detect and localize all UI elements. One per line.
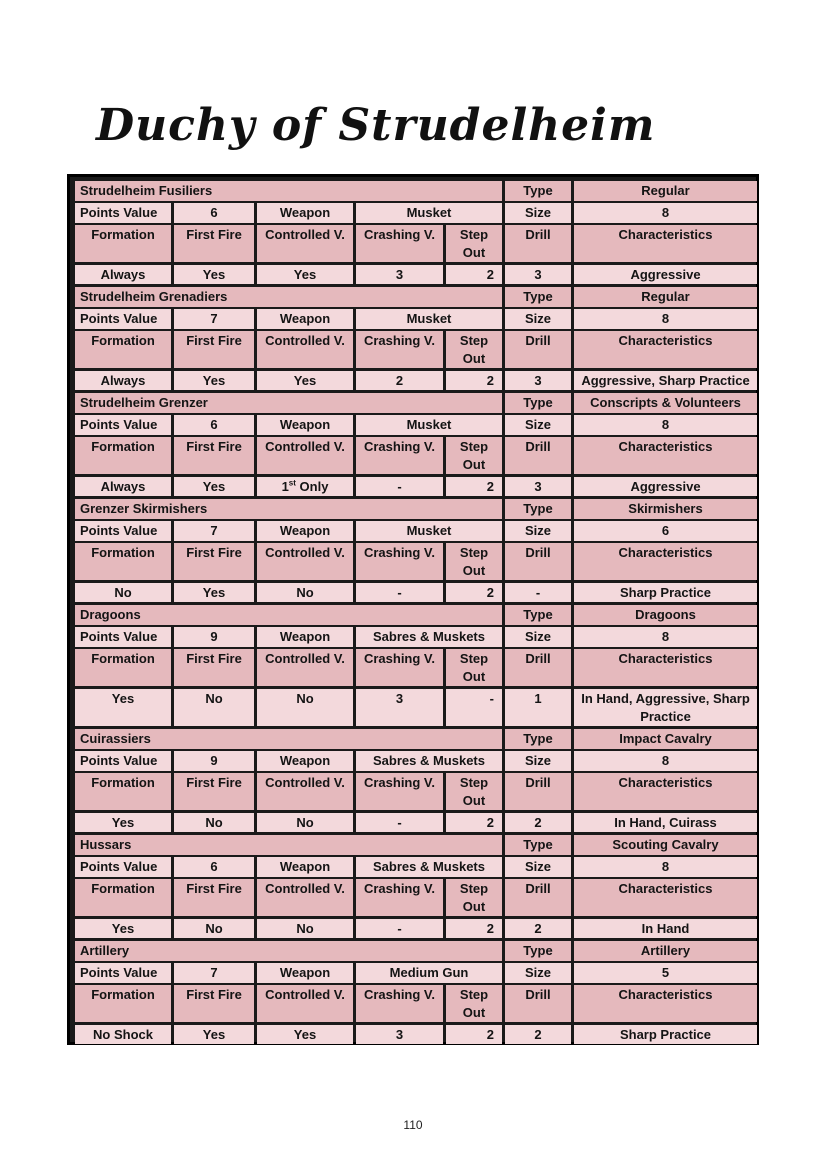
controlled-volley-ordinal: st	[288, 478, 296, 488]
crashing-volley-value: 3	[356, 689, 443, 726]
characteristics-label: Characteristics	[574, 649, 757, 686]
step-out-label: Step Out	[446, 437, 502, 474]
step-out-label: Step Out	[446, 331, 502, 368]
first-fire-value: No	[174, 813, 254, 832]
step-out-label: Step Out	[446, 543, 502, 580]
step-out-value: 2	[446, 583, 502, 602]
first-fire-value: Yes	[174, 265, 254, 284]
first-fire-label: First Fire	[174, 879, 254, 916]
first-fire-label: First Fire	[174, 437, 254, 474]
points-value: 9	[174, 751, 254, 771]
crashing-volley-label: Crashing V.	[356, 649, 443, 686]
first-fire-value: Yes	[174, 477, 254, 496]
drill-label: Drill	[505, 543, 571, 580]
formation-label: Formation	[75, 879, 171, 916]
unit-name: Artillery	[75, 941, 502, 961]
controlled-volley-label: Controlled V.	[257, 985, 353, 1022]
points-value: 7	[174, 309, 254, 329]
weapon-label: Weapon	[257, 203, 353, 223]
controlled-volley-value: No	[257, 813, 353, 832]
size-value: 5	[574, 963, 757, 983]
formation-label: Formation	[75, 437, 171, 474]
formation-label: Formation	[75, 985, 171, 1022]
points-value-label: Points Value	[75, 857, 171, 877]
unit-block	[75, 941, 757, 1044]
type-label: Type	[505, 181, 571, 201]
step-out-label: Step Out	[446, 879, 502, 916]
first-fire-value: Yes	[174, 1025, 254, 1044]
unit-type: Skirmishers	[574, 499, 757, 519]
points-value-label: Points Value	[75, 627, 171, 647]
size-value: 8	[574, 627, 757, 647]
drill-value: 3	[505, 265, 571, 284]
formation-label: Formation	[75, 649, 171, 686]
page-number: 110	[403, 1118, 423, 1132]
drill-label: Drill	[505, 437, 571, 474]
size-label: Size	[505, 963, 571, 983]
characteristics-value: In Hand	[574, 919, 757, 938]
size-value: 8	[574, 415, 757, 435]
step-out-label: Step Out	[446, 649, 502, 686]
unit-type: Dragoons	[574, 605, 757, 625]
size-label: Size	[505, 415, 571, 435]
controlled-volley-value: No	[257, 919, 353, 938]
formation-value: No Shock	[75, 1025, 171, 1044]
type-label: Type	[505, 499, 571, 519]
characteristics-value: Sharp Practice	[574, 1025, 757, 1044]
points-value: 9	[174, 627, 254, 647]
crashing-volley-value: 3	[356, 1025, 443, 1044]
characteristics-value: Sharp Practice	[574, 583, 757, 602]
unit-name: Dragoons	[75, 605, 502, 625]
characteristics-label: Characteristics	[574, 437, 757, 474]
unit-stats-table	[67, 174, 759, 1045]
controlled-volley-value: Yes	[257, 371, 353, 390]
characteristics-value: In Hand, Aggressive, Sharp Practice	[574, 689, 757, 726]
formation-label: Formation	[75, 331, 171, 368]
controlled-volley-label: Controlled V.	[257, 879, 353, 916]
drill-value: -	[505, 583, 571, 602]
points-value-label: Points Value	[75, 309, 171, 329]
unit-type: Scouting Cavalry	[574, 835, 757, 855]
drill-value: 2	[505, 919, 571, 938]
size-label: Size	[505, 751, 571, 771]
crashing-volley-label: Crashing V.	[356, 331, 443, 368]
points-value: 7	[174, 963, 254, 983]
drill-label: Drill	[505, 985, 571, 1022]
formation-value: Yes	[75, 689, 171, 726]
size-value: 8	[574, 751, 757, 771]
crashing-volley-value: -	[356, 813, 443, 832]
crashing-volley-label: Crashing V.	[356, 437, 443, 474]
step-out-value: -	[446, 689, 502, 726]
step-out-label: Step Out	[446, 773, 502, 810]
unit-name: Grenzer Skirmishers	[75, 499, 502, 519]
drill-value: 3	[505, 477, 571, 496]
drill-label: Drill	[505, 225, 571, 262]
size-label: Size	[505, 521, 571, 541]
crashing-volley-label: Crashing V.	[356, 879, 443, 916]
unit-block	[75, 181, 757, 284]
controlled-volley-value: Yes	[257, 265, 353, 284]
controlled-volley-value	[257, 477, 353, 496]
drill-label: Drill	[505, 879, 571, 916]
weapon-value: Sabres & Muskets	[356, 751, 502, 771]
formation-label: Formation	[75, 773, 171, 810]
weapon-value: Sabres & Muskets	[356, 857, 502, 877]
characteristics-value: In Hand, Cuirass	[574, 813, 757, 832]
controlled-volley-label: Controlled V.	[257, 437, 353, 474]
characteristics-label: Characteristics	[574, 879, 757, 916]
weapon-label: Weapon	[257, 309, 353, 329]
crashing-volley-value: -	[356, 477, 443, 496]
crashing-volley-value: -	[356, 919, 443, 938]
weapon-label: Weapon	[257, 751, 353, 771]
characteristics-label: Characteristics	[574, 331, 757, 368]
first-fire-label: First Fire	[174, 649, 254, 686]
characteristics-label: Characteristics	[574, 225, 757, 262]
controlled-volley-value: Yes	[257, 1025, 353, 1044]
points-value: 6	[174, 203, 254, 223]
points-value-label: Points Value	[75, 415, 171, 435]
points-value: 7	[174, 521, 254, 541]
unit-type: Regular	[574, 181, 757, 201]
unit-block	[75, 605, 757, 726]
points-value-label: Points Value	[75, 203, 171, 223]
controlled-volley-suffix: Only	[295, 479, 329, 494]
controlled-volley-label: Controlled V.	[257, 649, 353, 686]
points-value: 6	[174, 857, 254, 877]
formation-label: Formation	[75, 225, 171, 262]
crashing-volley-value: -	[356, 583, 443, 602]
controlled-volley-value: No	[257, 583, 353, 602]
first-fire-value: Yes	[174, 371, 254, 390]
weapon-label: Weapon	[257, 521, 353, 541]
crashing-volley-label: Crashing V.	[356, 543, 443, 580]
unit-type: Regular	[574, 287, 757, 307]
step-out-label: Step Out	[446, 225, 502, 262]
characteristics-label: Characteristics	[574, 985, 757, 1022]
crashing-volley-label: Crashing V.	[356, 985, 443, 1022]
crashing-volley-label: Crashing V.	[356, 773, 443, 810]
size-label: Size	[505, 627, 571, 647]
drill-value: 2	[505, 1025, 571, 1044]
weapon-value: Medium Gun	[356, 963, 502, 983]
characteristics-label: Characteristics	[574, 773, 757, 810]
controlled-volley-number: 1	[281, 479, 289, 494]
drill-label: Drill	[505, 331, 571, 368]
drill-label: Drill	[505, 649, 571, 686]
drill-value: 3	[505, 371, 571, 390]
crashing-volley-label: Crashing V.	[356, 225, 443, 262]
size-label: Size	[505, 203, 571, 223]
size-value: 8	[574, 309, 757, 329]
unit-block	[75, 729, 757, 832]
unit-name: Strudelheim Grenadiers	[75, 287, 502, 307]
unit-type: Conscripts & Volunteers	[574, 393, 757, 413]
formation-value: Yes	[75, 813, 171, 832]
type-label: Type	[505, 605, 571, 625]
first-fire-label: First Fire	[174, 225, 254, 262]
drill-value: 1	[505, 689, 571, 726]
size-value: 8	[574, 203, 757, 223]
first-fire-label: First Fire	[174, 331, 254, 368]
size-label: Size	[505, 857, 571, 877]
unit-type: Impact Cavalry	[574, 729, 757, 749]
points-value-label: Points Value	[75, 751, 171, 771]
controlled-volley-label: Controlled V.	[257, 773, 353, 810]
page-title: Duchy of Strudelheim	[96, 100, 656, 151]
first-fire-label: First Fire	[174, 985, 254, 1022]
formation-label: Formation	[75, 543, 171, 580]
first-fire-value: No	[174, 919, 254, 938]
formation-value: No	[75, 583, 171, 602]
formation-value: Always	[75, 265, 171, 284]
crashing-volley-value: 2	[356, 371, 443, 390]
step-out-value: 2	[446, 919, 502, 938]
type-label: Type	[505, 393, 571, 413]
unit-block	[75, 393, 757, 496]
unit-block	[75, 835, 757, 938]
weapon-label: Weapon	[257, 415, 353, 435]
characteristics-value: Aggressive, Sharp Practice	[574, 371, 757, 390]
step-out-value: 2	[446, 1025, 502, 1044]
weapon-value: Musket	[356, 521, 502, 541]
characteristics-label: Characteristics	[574, 543, 757, 580]
type-label: Type	[505, 287, 571, 307]
drill-value: 2	[505, 813, 571, 832]
characteristics-value: Aggressive	[574, 265, 757, 284]
weapon-label: Weapon	[257, 963, 353, 983]
characteristics-value: Aggressive	[574, 477, 757, 496]
unit-block	[75, 287, 757, 390]
controlled-volley-label: Controlled V.	[257, 543, 353, 580]
size-value: 8	[574, 857, 757, 877]
formation-value: Always	[75, 477, 171, 496]
size-label: Size	[505, 309, 571, 329]
first-fire-value: Yes	[174, 583, 254, 602]
weapon-value: Musket	[356, 415, 502, 435]
size-value: 6	[574, 521, 757, 541]
type-label: Type	[505, 941, 571, 961]
controlled-volley-label: Controlled V.	[257, 225, 353, 262]
unit-type: Artillery	[574, 941, 757, 961]
step-out-value: 2	[446, 813, 502, 832]
drill-label: Drill	[505, 773, 571, 810]
unit-name: Strudelheim Fusiliers	[75, 181, 502, 201]
type-label: Type	[505, 835, 571, 855]
first-fire-label: First Fire	[174, 543, 254, 580]
points-value-label: Points Value	[75, 521, 171, 541]
step-out-value: 2	[446, 371, 502, 390]
weapon-value: Sabres & Muskets	[356, 627, 502, 647]
unit-name: Cuirassiers	[75, 729, 502, 749]
points-value-label: Points Value	[75, 963, 171, 983]
formation-value: Yes	[75, 919, 171, 938]
type-label: Type	[505, 729, 571, 749]
weapon-value: Musket	[356, 203, 502, 223]
unit-name: Hussars	[75, 835, 502, 855]
step-out-value: 2	[446, 265, 502, 284]
step-out-label: Step Out	[446, 985, 502, 1022]
first-fire-value: No	[174, 689, 254, 726]
points-value: 6	[174, 415, 254, 435]
crashing-volley-value: 3	[356, 265, 443, 284]
first-fire-label: First Fire	[174, 773, 254, 810]
unit-block	[75, 499, 757, 602]
weapon-label: Weapon	[257, 627, 353, 647]
step-out-value: 2	[446, 477, 502, 496]
controlled-volley-value: No	[257, 689, 353, 726]
weapon-value: Musket	[356, 309, 502, 329]
controlled-volley-label: Controlled V.	[257, 331, 353, 368]
weapon-label: Weapon	[257, 857, 353, 877]
unit-name: Strudelheim Grenzer	[75, 393, 502, 413]
formation-value: Always	[75, 371, 171, 390]
